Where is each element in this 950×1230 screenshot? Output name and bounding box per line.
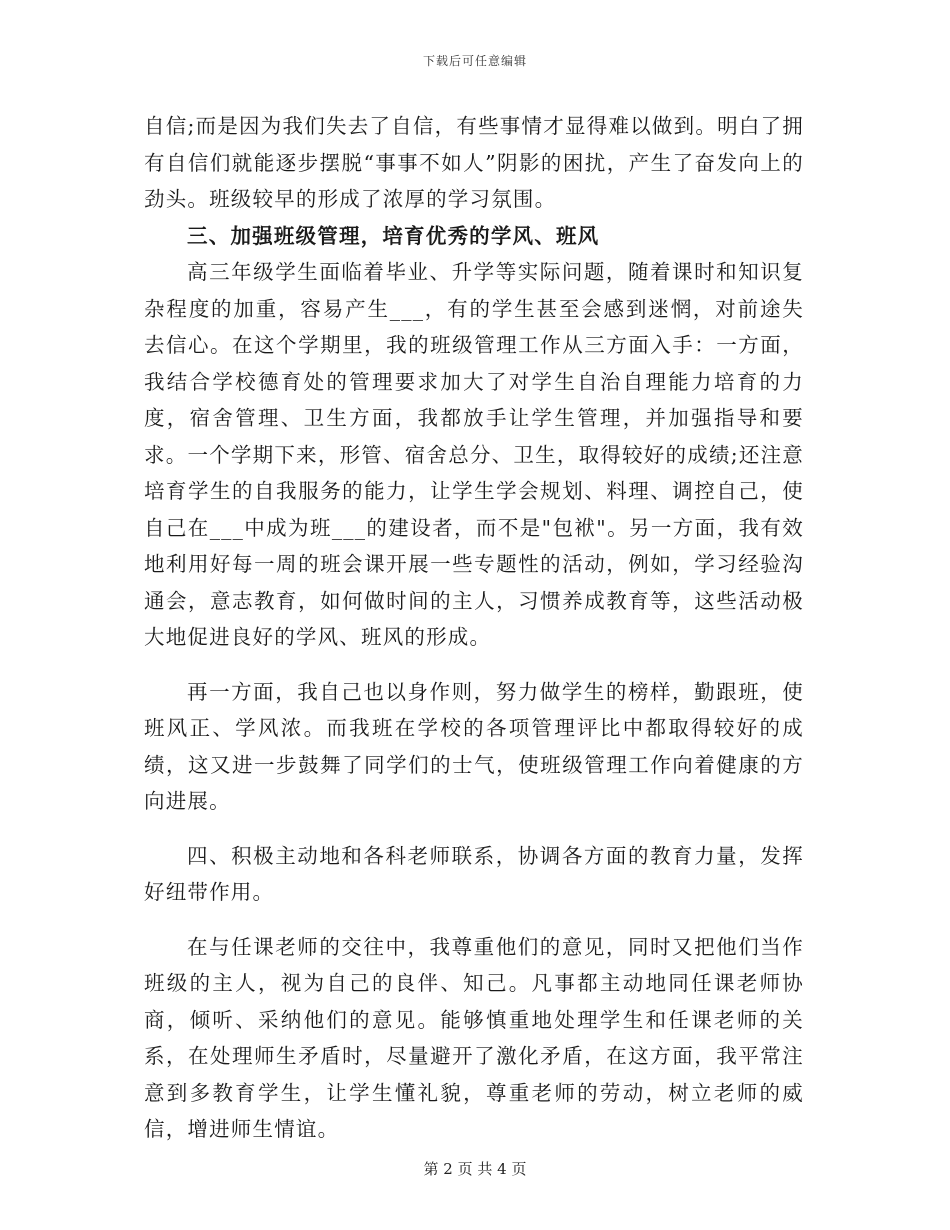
- section-heading-3: 三、加强班级管理，培育优秀的学风、班风: [187, 223, 600, 248]
- section-heading-4: 四、积极主动地和各科老师联系，协调各方面的教育力量，发挥好纽带作用。: [144, 843, 804, 904]
- paragraph-gap: [144, 656, 804, 674]
- paragraph-role-model: 再一方面，我自己也以身作则，努力做学生的榜样，勤跟班，使班风正、学风浓。而我班在学校的各项管理评比中都取得较好的成绩，这又进一步鼓舞了同学们的士气，使班级管理工作向着健康的方向进展。: [144, 679, 804, 813]
- paragraph-class-management: 高三年级学生面临着毕业、升学等实际问题，随着课时和知识复杂程度的加重，容易产生___，有的学生甚至会感到迷惘，对前途失去信心。在这个学期里，我的班级管理工作从三方面入手：一方面，我结合学校德育处的管理要求加大了对学生自治自理能力培育的力度，宿舍管理、卫生方面，我都放手让学生管理，并加强指导和要求。一个学期下来，形管、宿舍总分、卫生，取得较好的成绩;还注意培育学生的自我服务的能力，让学生学会规划、料理、调控自己，使自己在___中成为班___的建设者，而不是"包袱"。另一方面，我有效地利用好每一周的班会课开展一些专题性的活动，例如，学习经验沟通会，意志教育，如何做时间的主人，习惯养成教育等，这些活动极大地促进良好的学风、班风的形成。: [144, 260, 804, 649]
- page-header: 下载后可任意编辑: [422, 54, 527, 68]
- paragraph-continuation: 自信;而是因为我们失去了自信，有些事情才显得难以做到。明白了拥有自信们就能逐步摆脱“事事不如人”阴影的困扰，产生了奋发向上的劲头。班级较早的形成了浓厚的学习氛围。: [144, 114, 804, 211]
- page-number: 第 2 页 共 4 页: [423, 1160, 527, 1178]
- paragraph-gap: [144, 820, 804, 838]
- paragraph-gap: [144, 911, 804, 929]
- paragraph-teacher-relations: 在与任课老师的交往中，我尊重他们的意见，同时又把他们当作班级的主人，视为自己的良伴、知己。凡事都主动地同任课老师协商，倾听、采纳他们的意见。能够慎重地处理学生和任课老师的关系，在处理师生矛盾时，尽量避开了激化矛盾，在这方面，我平常注意到多教育学生，让学生懂礼貌，尊重老师的劳动，树立老师的威信，增进师生情谊。: [144, 934, 804, 1141]
- document-body: [144, 108, 804, 1148]
